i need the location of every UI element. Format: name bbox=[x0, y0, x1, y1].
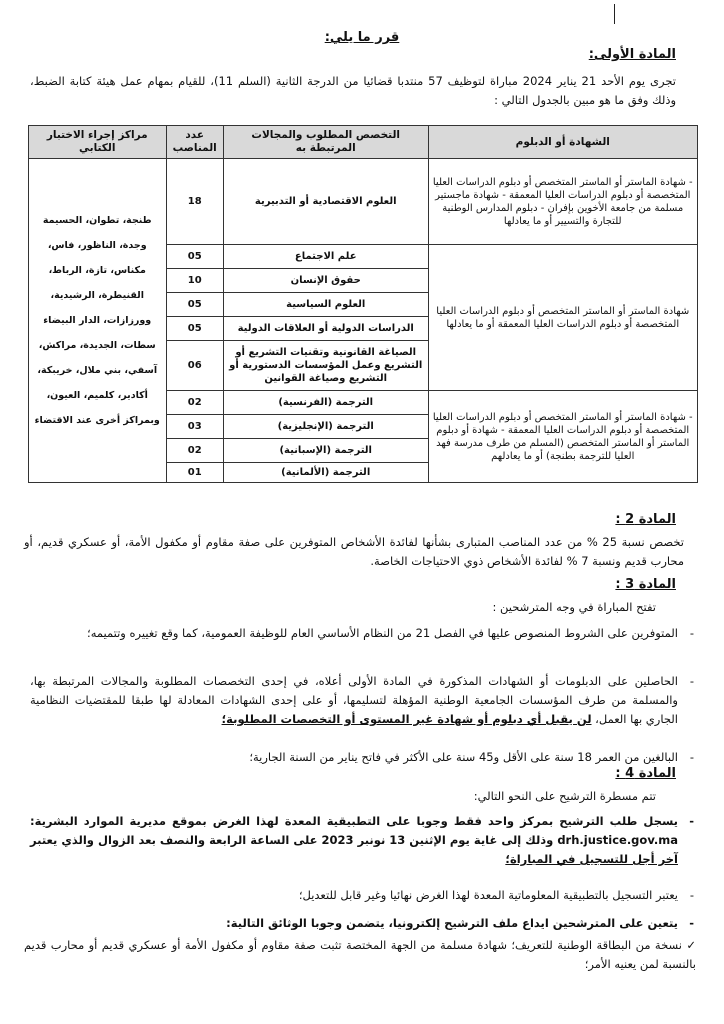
specialty-cell: علم الاجتماع bbox=[223, 245, 428, 269]
article-3-item-2 bbox=[30, 672, 696, 729]
posts-cell: 03 bbox=[166, 415, 223, 439]
centers-cell: طنجة، تطوان، الحسيمة وجدة، الناظور، فاس، مكناس، تازة، الرباط، القنيطرة، الرشيدية، وورزازات، الدار البيضاء سطات، الجديدة، مراكش، آسفي، بني ملال، خريبكة، أكادير، كلميم، العيون، وبمراكز أخرى عند الاقتضاء bbox=[29, 159, 167, 483]
article-1-heading: المادة الأولى: bbox=[588, 47, 676, 62]
article-4-item-1 bbox=[30, 812, 696, 869]
article-4-item-1-end: آخر أجل للتسجيل في المباراة؛ bbox=[505, 852, 678, 866]
specialty-cell: العلوم السياسية bbox=[223, 293, 428, 317]
margin-line bbox=[614, 4, 615, 24]
header-certificate: الشهادة أو الدبلوم bbox=[428, 126, 698, 159]
specialty-cell: الدراسات الدولية أو العلاقات الدولية bbox=[223, 317, 428, 341]
specialty-cell: الترجمة (الإسبانية) bbox=[223, 439, 428, 463]
specialty-cell: حقوق الإنسان bbox=[223, 269, 428, 293]
posts-cell: 02 bbox=[166, 439, 223, 463]
article-1-intro: تجرى يوم الأحد 21 يناير 2024 مباراة لتوظيف 57 منتدبا قضائيا من الدرجة الثانية (السلم 11)، للقيام بمهام عمل هيئة كتابة الضبط، وذلك وفق ما هو مبين بالجدول التالي : bbox=[30, 74, 676, 107]
posts-cell: 02 bbox=[166, 391, 223, 415]
specialty-cell: العلوم الاقتصادية أو التدبيرية bbox=[223, 159, 428, 245]
posts-cell: 18 bbox=[166, 159, 223, 245]
article-3-item-3: - البالغين من العمر 18 سنة على الأقل و45 سنة على الأكثر في فاتح يناير من السنة الجارية؛ bbox=[30, 748, 696, 767]
article-3-item-2-text: الحاصلين على الدبلومات أو الشهادات المذكورة في المادة الأولى أعلاه، في إحدى التخصصات المطلوبة والمجالات المرتبطة بها، والمسلمة من طرف المؤسسات الجامعية الوطنية المؤهلة لتسليمها، أو على إحدى الشهادات المعادلة لها طبقا للمقتضيات النظامية الجاري بها العمل، bbox=[30, 674, 678, 726]
article-4-check-1: ✓ نسخة من البطاقة الوطنية للتعريف؛ شهادة مسلمة من الجهة المختصة تثبت صفة مقاوم أو مكفول الأمة أو عسكري قديم أو محارب قديم بالنسبة لمن يعنيه الأمر؛ bbox=[24, 938, 696, 971]
article-2-heading: المادة 2 : bbox=[615, 512, 676, 527]
specialty-cell: الترجمة (الفرنسية) bbox=[223, 391, 428, 415]
table-header-row bbox=[29, 126, 698, 159]
article-4-item-2: - يعتبر التسجيل بالتطبيقية المعلوماتية المعدة لهذا الغرض نهائيا وغير قابل للتعديل؛ bbox=[30, 886, 696, 905]
posts-cell: 05 bbox=[166, 293, 223, 317]
posts-cell: 10 bbox=[166, 269, 223, 293]
specialty-cell: الترجمة (الإنجليزية) bbox=[223, 415, 428, 439]
specialty-cell: الترجمة (الألمانية) bbox=[223, 463, 428, 483]
article-4-item-3: - يتعين على المترشحين ايداع ملف الترشيح إلكترونيا، يتضمن وجوبا الوثائق التالية: bbox=[30, 914, 696, 933]
header-centers: مراكز إجراء الاختبار الكتابي bbox=[29, 126, 167, 159]
article-4-item-1-text: يسجل طلب الترشيح بمركز واحد فقط وجوبا على التطبيقية المعدة لهذا الغرض بموقع مديرية الموارد البشرية: drh.justice.gov.ma وذلك إلى غاية يوم الإثنين 13 نونبر 2023 على الساعة الرابعة والنصف بعد الزوال والذي يعتبر bbox=[30, 814, 678, 847]
article-3-heading: المادة 3 : bbox=[615, 577, 676, 592]
article-3-item-1: - المتوفرين على الشروط المنصوص عليها في الفصل 21 من النظام الأساسي العام للوظيفة العمومية، كما وقع تغييره وتتميمه؛ bbox=[30, 624, 696, 643]
decision-title: قرر ما يلي: bbox=[324, 30, 400, 45]
certificate-cell: - شهادة الماستر أو الماستر المتخصص أو دبلوم الدراسات العليا المتخصصة أو دبلوم الدراسات العليا المعمقة - شهادة أو دبلوم الماستر أو الماستر المتخصص (المسلم من طرف مدرسة فهد العليا للترجمة بطنجة) أو ما يعادلهم bbox=[428, 391, 698, 483]
certificate-cell: - شهادة الماستر أو الماستر المتخصص أو دبلوم الدراسات العليا المتخصصة أو دبلوم الدراسات العليا المعمقة - شهادة ماجستير مسلمة من جامعة الأخوين بإفران - دبلوم المدارس الوطنية للتجارة والتسيير أو ما يعادلها bbox=[428, 159, 698, 245]
article-4-heading: المادة 4 : bbox=[615, 766, 676, 781]
article-3-intro: تفتح المباراة في وجه المترشحين : bbox=[492, 600, 656, 614]
posts-cell: 05 bbox=[166, 317, 223, 341]
positions-table bbox=[28, 125, 698, 483]
header-specialty: التخصص المطلوب والمجالات المرتبطة به bbox=[223, 126, 428, 159]
posts-cell: 05 bbox=[166, 245, 223, 269]
table-row bbox=[29, 159, 698, 245]
certificate-cell: شهادة الماستر أو الماستر المتخصص أو دبلوم الدراسات العليا المتخصصة أو دبلوم الدراسات العليا المعمقة أو ما يعادلها bbox=[428, 245, 698, 391]
specialty-cell: الصياغة القانونية وتقنيات التشريع أو التشريع وعمل المؤسسات الدستورية أو التشريع وصياغة القوانين bbox=[223, 341, 428, 391]
posts-cell: 01 bbox=[166, 463, 223, 483]
posts-cell: 06 bbox=[166, 341, 223, 391]
article-3-item-2-emphasis: لن يقبل أي دبلوم أو شهادة غير المستوى أو التخصصات المطلوبة؛ bbox=[221, 712, 592, 726]
header-posts: عدد المناصب bbox=[166, 126, 223, 159]
article-4-intro: تتم مسطرة الترشيح على النحو التالي: bbox=[473, 789, 656, 803]
article-2-text: تخصص نسبة 25 % من عدد المناصب المتبارى بشأنها لفائدة الأشخاص المتوفرين على صفة مقاوم أو مكفول الأمة، أو عسكري قديم، أو محارب قديم ونسبة 7 % لفائدة الأشخاص ذوي الاحتياجات الخاصة. bbox=[24, 535, 685, 568]
